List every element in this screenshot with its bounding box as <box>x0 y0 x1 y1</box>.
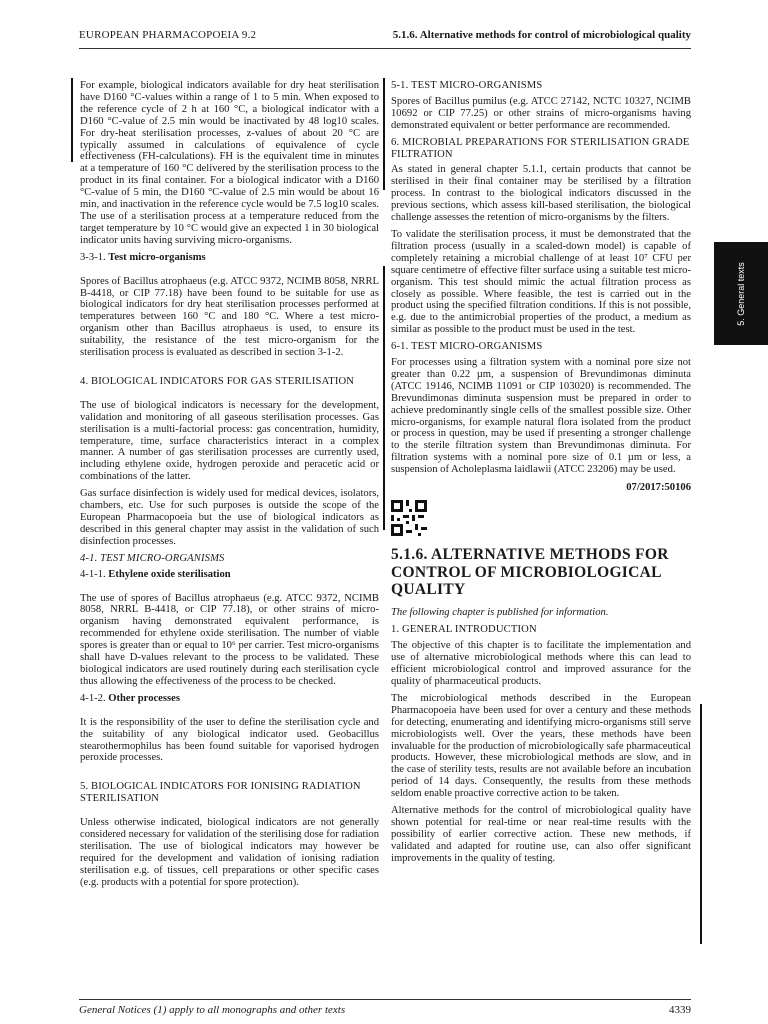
spacer <box>80 585 379 593</box>
chapter-running-title: 5.1.6. Alternative methods for control of microbiological quality <box>392 29 691 41</box>
section-heading: 4. BIOLOGICAL INDICATORS FOR GAS STERILISATION <box>80 375 355 387</box>
paragraph: Gas surface disinfection is widely used for medical devices, isolators, chambers, etc. Use for such purposes is outside the scope of the European Pharmacopoeia but the use of biological indicators as described in this general chapter may assist in the validation of such disinfection processes. <box>80 488 379 547</box>
paragraph: For processes using a filtration system with a nominal pore size not greater than 0.22 µm, a suspension of Brevundimonas diminuta (ATCC 19146, NCIMB 11091 or CIP 103020) is recommended. The Brevundimonas diminuta suspension must be prepared in order to achieve predominantly single cells of the smallest possible size. Other micro-organisms, for example natural flora isolated from the product or process in question, may be used if presenting a stronger challenge to the sterile filtration system than Brevundimonas diminuta. For filtration systems with a nominal pore size of 0.1 µm or less, a suspension of Acholeplasma laidlawii (ATCC 23206) may be used. <box>391 357 691 476</box>
section-heading: 5-1. TEST MICRO-ORGANISMS <box>391 80 543 91</box>
heading-number: 4-1-1. <box>80 568 106 580</box>
section-heading: 4-1. TEST MICRO-ORGANISMS <box>80 552 225 564</box>
heading-title: Test micro-organisms <box>108 251 206 263</box>
section-heading: 6-1. TEST MICRO-ORGANISMS <box>391 341 543 353</box>
paragraph: To validate the sterilisation process, it must be demonstrated that the filtration process (usually in a scaled-down model) is capable of completely retaining a microbial challenge of at least 10⁷ CFU per square centimetre of effective filter surface using a suitable test micro-organism. This test should mimic the actual filtration process as closely as possible. Where feasible, the test is carried out in the product using the specified filtration conditions. If this is not possible, e.g. due to the antimicrobial properties of the product, a medium as similar as possible to the product must be used in the test. <box>391 228 691 336</box>
header-rule <box>79 48 691 49</box>
publication-title: EUROPEAN PHARMACOPOEIA 9.2 <box>79 29 257 41</box>
heading-title: Other processes <box>108 692 180 704</box>
heading-number: 3-3-1. <box>80 251 106 263</box>
paragraph: The use of biological indicators is necessary for the development, validation and monitoring of all gaseous sterilisation processes. Gas sterilisation is a multi-factorial process: gas concentration, humidity, temperature, time, surface characteristics interact in a complex manner. A number of gas sterilisation processes are currently used, including ethylene oxide, hydrogen peroxide and peracetic acid or combinations of the latter. <box>80 399 379 483</box>
subsection-heading <box>80 252 379 264</box>
monograph-reference-code: 07/2017:50106 <box>626 482 691 494</box>
margin-rule <box>383 78 385 190</box>
subsection-heading <box>80 569 379 581</box>
footer-rule <box>79 999 691 1000</box>
margin-rule <box>700 704 702 944</box>
side-tab-label: 5. General texts <box>736 261 746 326</box>
spacer <box>80 392 379 400</box>
section-heading: 1. GENERAL INTRODUCTION <box>391 624 537 636</box>
paragraph: Spores of Bacillus pumilus (e.g. ATCC 27142, NCTC 10327, NCIMB 10692 or CIP 77.25) or other strains of micro-organisms having demonstrated equivalent or better performance are recommended. <box>391 95 691 131</box>
spacer <box>80 769 379 781</box>
paragraph: Unless otherwise indicated, biological indicators are not generally considered necessary for validation of the sterilising dose for radiation sterilisation. The use of biological indicators may however be required for the development and validation of ionising radiation sterilisation e.g. of tissues, cell preparations or other specific cases (e.g. products with a potential for spore protection). <box>80 817 379 888</box>
heading-number: 4-1-2. <box>80 692 106 704</box>
paragraph: Spores of Bacillus atrophaeus (e.g. ATCC 9372, NCIMB 8058, NRRL B-4418, or CIP 77.18) have been found to be suitable for use as biological indicators for dry heat sterilisation processes performed at temperatures between 160 °C and 180 °C. Where a test micro-organism other than Bacillus atrophaeus is used, to ensure its suitability, the resistance of the test micro-organism for the sterilisation process is evaluated as described in section 3-1-2. <box>80 275 379 359</box>
section-side-tab <box>714 242 768 345</box>
chapter-note: The following chapter is published for information. <box>391 606 609 618</box>
running-header <box>79 27 691 49</box>
left-column <box>80 80 379 894</box>
spacer <box>80 809 379 817</box>
paragraph: The objective of this chapter is to facilitate the implementation and use of alternative microbiological methods where this can lead to efficient microbiological control and improved assurance for the quality of pharmaceutical products. <box>391 640 691 688</box>
general-notices-note: General Notices (1) apply to all monographs and other texts <box>79 1004 346 1016</box>
paragraph: Alternative methods for the control of microbiological quality have shown potential for real-time or near real-time results with the possibility of earlier corrective action. These new methods, if validated and adapted for routine use, can also offer significant improvements in the quality of testing. <box>391 805 691 864</box>
paragraph: For example, biological indicators available for dry heat sterilisation have D160 °C-values within a range of 1 to 5 min. When exposed to the reference cycle of 2 h at 160 °C, a biological indicator with a D160 °C-value of 2.5 min would be inactivated by 48 log10 scales. For dry-heat sterilisation processes, z-values of about 20 °C are typically assumed in calculations of equivalence of cycle effectiveness (FH-calculations). FH is the equivalent time in minutes at a temperature of 160 °C delivered by the sterilisation process to the product in its final container. For a biological indicator with a D160 °C-value of 5 min, the D160 °C-value of 2.5 min would be about 16 min, and inactivation in the reference cycle would be 7.5 log10 scales. The use of a sterilisation process at a temperature reduced from the target temperature by 10 °C would give an expected 1 in 30 biological indicator units having surviving micro-organisms. <box>80 80 379 246</box>
right-column <box>391 80 691 870</box>
paragraph: The use of spores of Bacillus atrophaeus (e.g. ATCC 9372, NCIMB 8058, NRRL B-4418, or CIP 77.18), or other strains of micro-organism having demonstrated equivalent performance, is recommended for ethylene oxide sterilisation. The number of viable spores is greater than or equal to 10⁶ per carrier. Test micro-organisms shall have D-values relevant to the process to be validated. These biological indicators are used routinely during each sterilisation cycle thus allowing the effectiveness of the process to be checked. <box>80 592 379 687</box>
margin-rule <box>383 266 385 530</box>
paragraph: It is the responsibility of the user to define the sterilisation cycle and the suitability of any biological indicator used. Geobacillus stearothermophilus has been found suitable for vaporised hydrogen peroxide processes. <box>80 716 379 764</box>
margin-rule <box>71 78 73 162</box>
chapter-title: 5.1.6. ALTERNATIVE METHODS FOR CONTROL OF MICROBIOLOGICAL QUALITY <box>391 546 669 598</box>
paragraph: As stated in general chapter 5.1.1, certain products that cannot be sterilised in their final container may be sterilised by a filtration process. In contrast to the biological indicators discussed in the previous sections, which assess kill-based sterilisation, the biological challenge assesses the retention of micro-organisms by the filters. <box>391 164 691 224</box>
heading-title: Ethylene oxide sterilisation <box>108 568 231 580</box>
paragraph: The microbiological methods described in the European Pharmacopoeia have been used for over a century and these methods for detecting, enumerating and identifying micro-organisms still serve microbiologists well. Over the years, these methods have been invaluable for the production of microbiologically safe pharmaceutical products. However, these microbiological methods are slow, and in the case of sterility tests, results are not available before an incubation period of 14 days. Consequently, the results from these methods seldom enable proactive corrective action to be taken. <box>391 692 691 800</box>
subsection-heading <box>80 693 379 705</box>
qr-code-icon <box>391 500 427 536</box>
page-number: 4339 <box>669 1004 691 1016</box>
section-heading: 5. BIOLOGICAL INDICATORS FOR IONISING RADIATION STERILISATION <box>80 781 361 805</box>
spacer <box>80 709 379 717</box>
spacer <box>80 364 379 376</box>
section-heading: 6. MICROBIAL PREPARATIONS FOR STERILISATION GRADE FILTRATION <box>391 136 690 160</box>
spacer <box>80 268 379 276</box>
